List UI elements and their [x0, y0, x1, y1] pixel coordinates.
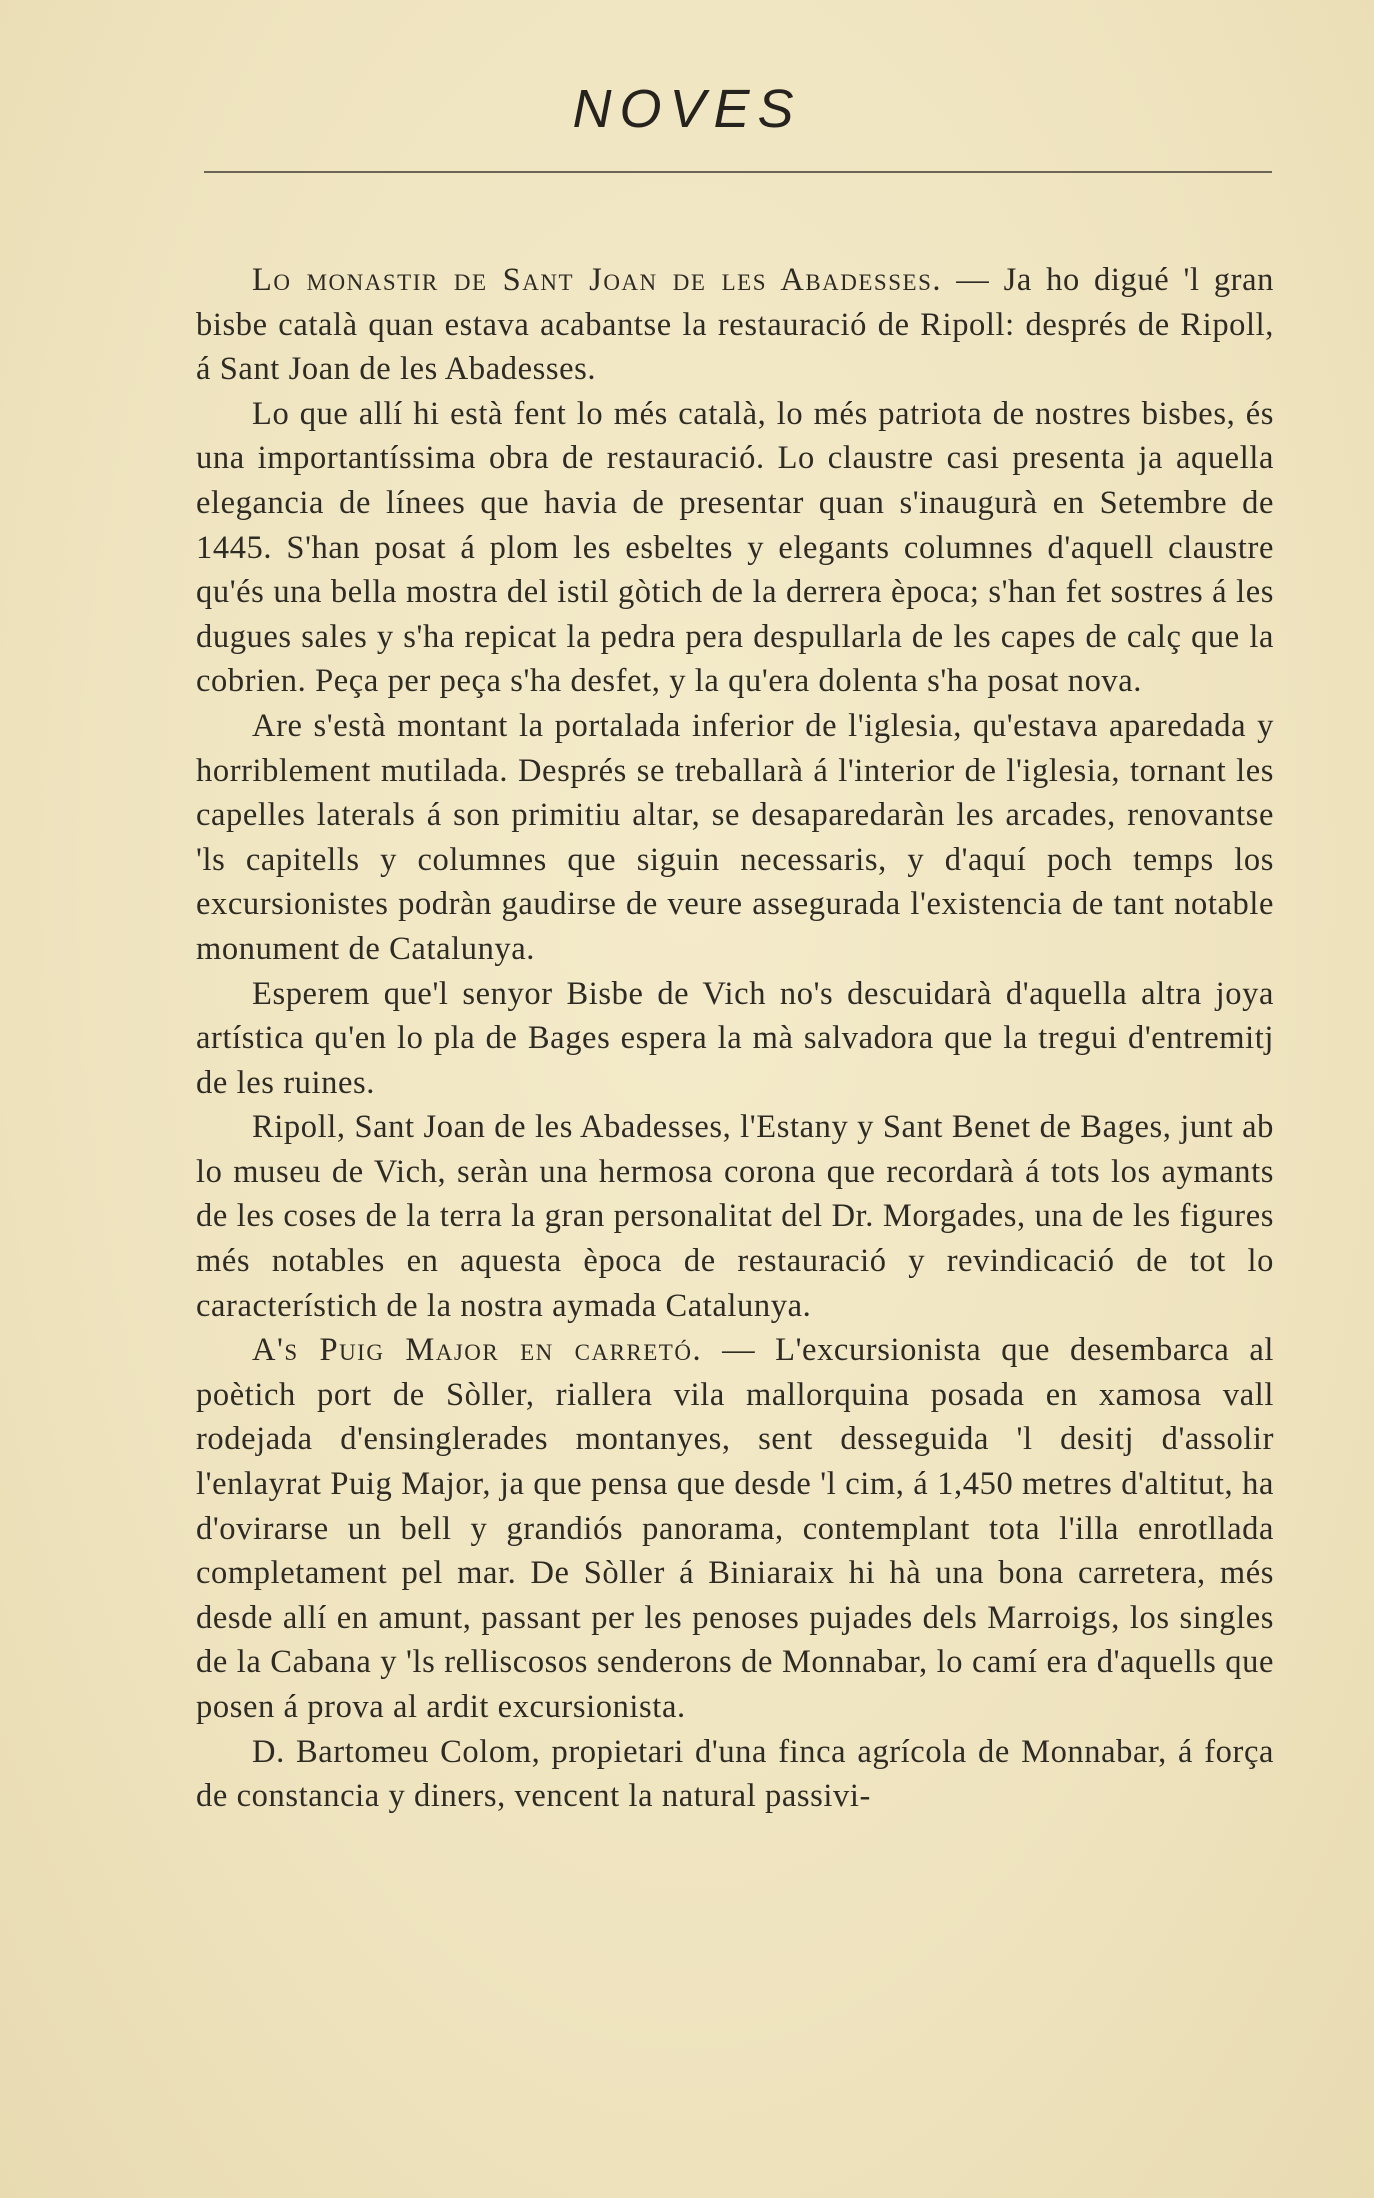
section-1-paragraph: Are s'està montant la portalada inferior de l'iglesia, qu'estava aparedada y horriblement mutilada. Després se treballarà á l'interior de l'iglesia, tornant les capelles laterals á son primitiu altar, se desaparedaràn les arcades, renovantse 'ls capitells y columnes que siguin necessaris, y d'aquí poch temps los excursionistes podràn gaudirse de veure assegurada l'existencia de tant notable monument de Catalunya. — [196, 707, 1274, 967]
section-2-intro-paragraph — [196, 1328, 1274, 1729]
section-1-intro-paragraph — [196, 258, 1274, 392]
section-2-intro-text: — L'excursionista que desembarca al poètich port de Sòller, riallera vila mallorquina posada en xamosa vall rodejada d'ensinglerades montanyes, sent desseguida 'l desitj d'assolir l'enlayrat Puig Major, ja que pensa que desde 'l cim, á 1,450 metres d'altitut, ha d'ovirarse un bell y grandiós panorama, contemplant tota l'illa enrotllada completament pel mar. De Sòller á Biniaraix hi hà una bona carretera, més desde allí en amunt, passant per les penoses pujades dels Marroigs, los singles de la Cabana y 'ls relliscosos senderons de Monnabar, lo camí era d'aquells que posen á prova al ardit excursionista. — [196, 1332, 1274, 1725]
page-title: NOVES — [572, 79, 802, 139]
section-2-paragraph: D. Bartomeu Colom, propietari d'una finca agrícola de Monnabar, á força de constancia y diners, vencent la natural passivi- — [196, 1733, 1274, 1815]
section-2-heading: A's Puig Major en carretó. — [252, 1332, 703, 1369]
title-divider — [204, 171, 1272, 173]
section-1-heading: Lo monastir de Sant Joan de les Abadesses. — [252, 262, 942, 298]
section-1-paragraph: Esperem que'l senyor Bisbe de Vich no's descuidarà d'aquella altra joya artística qu'en lo pla de Bages espera la mà salvadora que la tregui d'entremitj de les ruines. — [196, 975, 1274, 1101]
section-1-intro-text: — Ja ho digué 'l gran bisbe català quan estava acabantse la restauració de Ripoll: després de Ripoll, á Sant Joan de les Abadesses. — [196, 262, 1274, 388]
section-1-paragraph: Ripoll, Sant Joan de les Abadesses, l'Estany y Sant Benet de Bages, junt ab lo museu de Vich, seràn una hermosa corona que recordarà á tots los aymants de les coses de la terra la gran personalitat del Dr. Morgades, una de les figures més notables en aquesta època de restauració y revindicació de tot lo característich de la nostra aymada Catalunya. — [196, 1109, 1274, 1324]
article-body — [196, 258, 1274, 1819]
section-1-paragraph: Lo que allí hi està fent lo més català, lo més patriota de nostres bisbes, és una importantíssima obra de restauració. Lo claustre casi presenta ja aquella elegancia de línees que havia de presentar quan s'inaugurà en Setembre de 1445. S'han posat á plom les esbeltes y elegants columnes d'aquell claustre qu'és una bella mostra del istil gòtich de la derrera època; s'han fet sostres á les dugues sales y s'ha repicat la pedra pera despullarla de les capes de calç que la cobrien. Peça per peça s'ha desfet, y la qu'era dolenta s'ha posat nova. — [196, 395, 1274, 700]
